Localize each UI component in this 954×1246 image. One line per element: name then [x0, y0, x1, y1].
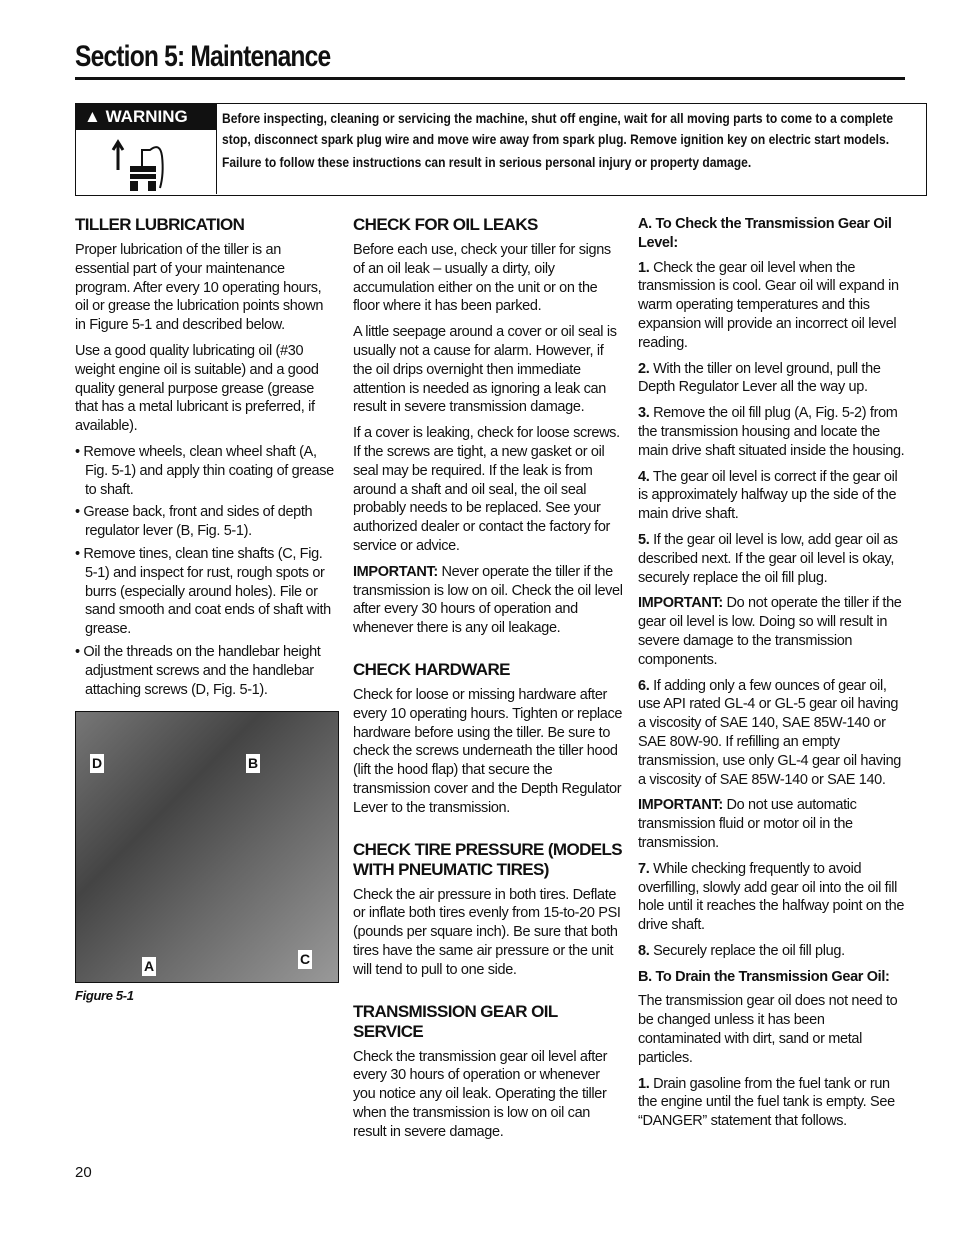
warning-symbol-panel [76, 104, 217, 194]
paragraph-text: Check the transmission gear oil level after every 30 hours of operation or whenever you notice any oil leak. Operating the tiller when the transmission is low on oil can result in severe damage. [353, 1048, 608, 1140]
page-number: 20 [75, 1164, 92, 1181]
paragraph-text: Before each use, check your tiller for signs of an oil leak – usually a dirty, oily accumulation either on the unit or on the floor where it has been parked. [353, 242, 611, 315]
paragraph [75, 342, 337, 436]
numbered-step [638, 942, 906, 961]
spark-plug-disconnect-icon [76, 130, 214, 192]
paragraph [75, 241, 337, 335]
section-heading: CHECK TIRE PRESSURE (MODELS WITH PNEUMATIC TIRES) [353, 839, 623, 879]
lead-label: 4. [638, 468, 650, 485]
numbered-step [638, 259, 906, 353]
lead-label: 1. [638, 1075, 650, 1092]
bullet-icon: • [75, 643, 84, 660]
lead-label: 5. [638, 531, 650, 548]
warning-badge-label: WARNING [105, 107, 188, 126]
numbered-step [638, 677, 906, 790]
warning-line: Failure to follow these instructions can result in serious personal injury or property damage. [222, 154, 752, 170]
column-2 [353, 215, 623, 1148]
paragraph-text: A little seepage around a cover or oil seal is usually not a cause for alarm. However, if the oil drips overnight then immediate attention is needed as ignoring a leak can result in severe transmission damage. [353, 324, 617, 416]
lead-label: IMPORTANT: [638, 595, 723, 612]
paragraph-text: Use a good quality lubricating oil (#30 weight engine oil is suitable) and a good quality general purpose grease (grease that has a metal lubricant is preferred, if available). [75, 342, 319, 435]
bullet-icon: • [75, 545, 84, 562]
paragraph [638, 992, 906, 1067]
column-1 [75, 215, 337, 1006]
paragraph-text: The transmission gear oil does not need to be changed unless it has been contaminated with dirt, sand or metal particles. [638, 993, 898, 1066]
lead-label: 2. [638, 360, 650, 377]
paragraph-text: Do not operate the tiller if the gear oil level is low. Doing so will result in severe damage to the transmission components. [638, 595, 902, 668]
warning-box [75, 103, 927, 196]
paragraph [353, 323, 623, 417]
section-heading: TILLER LUBRICATION [75, 215, 245, 234]
numbered-step [638, 360, 906, 398]
page-title: Section 5: Maintenance [75, 40, 331, 73]
bullet-icon: • [75, 504, 84, 521]
figure-caption: Figure 5-1 [75, 988, 134, 1004]
lead-label: 3. [638, 405, 650, 422]
paragraph-text: Securely replace the oil fill plug. [649, 942, 845, 959]
lead-label: 7. [638, 860, 650, 877]
warning-line: Before inspecting, cleaning or servicing the machine, shut off engine, wait for all moving parts to come to a complete stop, disconnect spark plug wire and move wire away from spark plug. Remove ignition key on electric start models. [222, 110, 894, 147]
section-heading: CHECK FOR OIL LEAKS [353, 215, 538, 234]
paragraph-text: If the gear oil level is low, add gear oil as described next. If the gear oil level is okay, securely replace the oil fill plug. [638, 531, 898, 586]
paragraph-text: Check for loose or missing hardware after every 10 operating hours. Tighten or replace hardware before using the tiller. Be sure to check the screws underneath the tiller hood (lift the hood flap) that secure the transmission cover and the Depth Regulator Lever to the transmission. [353, 686, 623, 816]
paragraph-text: Check the gear oil level when the transmission is cool. Gear oil will expand in warm operating temperatures and this expansion will provide an incorrect oil level reading. [638, 259, 899, 351]
bullet-icon: • [75, 443, 84, 460]
figure-callout-label: B [248, 755, 258, 772]
title-rule [75, 77, 905, 80]
section-heading: A. To Check the Transmission Gear Oil Level: [638, 216, 892, 251]
paragraph-text: Do not use automatic transmission fluid or motor oil in the transmission. [638, 797, 857, 851]
bullet-item [75, 545, 337, 639]
figure-callout-label: D [92, 755, 102, 772]
numbered-step [638, 860, 906, 935]
tiller-photo [75, 711, 339, 983]
paragraph-text: Remove wheels, clean wheel shaft (A, Fig. 5-1) and apply thin coating of grease to shaft. [83, 443, 334, 498]
figure-5-1 [75, 711, 337, 1006]
bullet-item [75, 443, 337, 499]
paragraph-text: Remove tines, clean tine shafts (C, Fig. 5-1) and inspect for rust, rough spots or burrs (especially around holes). File or sand smooth and coat ends of shaft with grease. [83, 545, 331, 638]
lead-label: 8. [638, 942, 650, 959]
column-3 [638, 215, 906, 1138]
lead-label: IMPORTANT: [353, 563, 438, 580]
important-note [638, 594, 906, 669]
paragraph-text: If a cover is leaking, check for loose screws. If the screws are tight, a new gasket or oil seal may be required. If the leak is from around a shaft and oil seal, the oil seal probably needs to be replaced. See your authorized dealer or contact the factory for service or advice. [353, 425, 620, 554]
lead-label: IMPORTANT: [638, 797, 723, 814]
paragraph [353, 241, 623, 316]
important-note [638, 796, 906, 852]
paragraph-text: Never operate the tiller if the transmission is low on oil. Check the oil level after every 30 hours of operation and whenever there is any oil leakage. [353, 563, 623, 637]
paragraph-text: While checking frequently to avoid overfilling, slowly add gear oil into the oil fill hole until it reaches the halfway point on the drive shaft. [638, 860, 905, 934]
numbered-step [638, 404, 906, 460]
section-heading: B. To Drain the Transmission Gear Oil: [638, 968, 890, 985]
warning-triangle-icon: ▲ [84, 107, 106, 126]
paragraph [353, 424, 623, 556]
warning-badge [76, 104, 216, 130]
lead-label: 1. [638, 259, 650, 276]
figure-callout-label: C [300, 951, 310, 968]
paragraph [353, 1048, 623, 1142]
figure-callout-label: A [144, 958, 154, 975]
paragraph-text: Proper lubrication of the tiller is an essential part of your maintenance program. After every 10 operating hours, oil or grease the lubrication points shown in Figure 5-1 and described below. [75, 242, 324, 334]
important-note [353, 563, 623, 638]
paragraph-text: Drain gasoline from the fuel tank or run the engine until the fuel tank is empty. See “DANGER” statement that follows. [638, 1075, 895, 1130]
paragraph-text: Oil the threads on the handlebar height adjustment screws and the handlebar attaching screws (D, Fig. 5-1). [83, 643, 321, 698]
section-heading: TRANSMISSION GEAR OIL SERVICE [353, 1001, 558, 1041]
bullet-item [75, 503, 337, 541]
paragraph-text: Grease back, front and sides of depth regulator lever (B, Fig. 5-1). [83, 504, 313, 540]
bullet-item [75, 643, 337, 699]
paragraph [353, 686, 623, 818]
paragraph [353, 886, 623, 980]
paragraph-text: With the tiller on level ground, pull the Depth Regulator Lever all the way up. [638, 360, 881, 396]
numbered-step [638, 468, 906, 524]
paragraph-text: The gear oil level is correct if the gear oil is approximately halfway up the side of the main drive shaft. [638, 468, 898, 523]
paragraph-text: Remove the oil fill plug (A, Fig. 5-2) from the transmission housing and locate the main drive shaft situated inside the housing. [638, 405, 905, 459]
numbered-step [638, 531, 906, 587]
section-heading: CHECK HARDWARE [353, 659, 510, 679]
numbered-step [638, 1075, 906, 1131]
warning-text [222, 108, 920, 175]
lead-label: 6. [638, 677, 650, 694]
paragraph-text: If adding only a few ounces of gear oil, use API rated GL-4 or GL-5 gear oil having a viscosity of SAE 140, SAE 85W-140 or SAE 80W-90. If refilling an empty transmission, use only GL-4 gear oil having a viscosity of SAE 85W-140 or SAE 140. [638, 677, 902, 788]
paragraph-text: Check the air pressure in both tires. Deflate or inflate both tires evenly from 15-to-20 PSI (pounds per square inch). Be sure that both tires have the same air pressure or the unit will tend to pull to one side. [353, 886, 621, 978]
